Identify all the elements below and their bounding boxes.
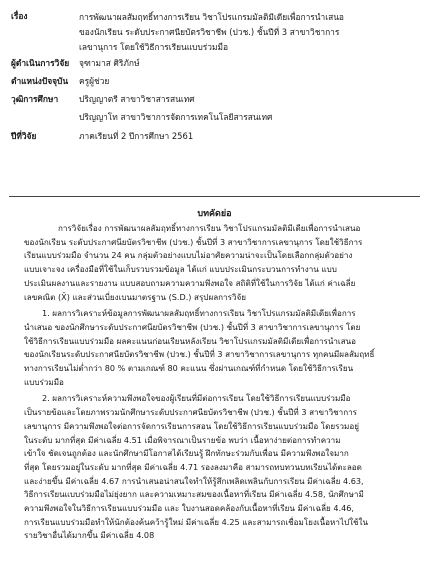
finding-2-paragraph <box>24 392 419 543</box>
topic-line: เลขานุการ โดยใช้วิธีการเรียนแบบร่วมมือ <box>79 42 229 52</box>
finding-2-line: 2. ผลการวิเคราะห์ความพึงพอใจของผู้เรียนที่มีต่อการเรียน โดยใช้วิธีการเรียนแบบร่วมมือ <box>42 393 351 404</box>
intro-line: ของนักเรียน ระดับประกาศนียบัตรวิชาชีพ (ปวช.) ชั้นปีที่ 3 สาขาวิชาการเลขานุการ โดยใช้วิธีการ <box>24 236 363 247</box>
finding-2-line: การเรียนแบบร่วมมือทำให้นักต้องค้นคว้ารู้ใหม่ มีค่าเฉลี่ย 4.25 และสามารถเชื่อมโยงเนื้อหาไปใช้ใน <box>24 516 369 527</box>
finding-2-line: ในระดับ มากที่สุด มีค่าเฉลี่ย 4.51 เมื่อพิจารณาเป็นรายข้อ พบว่า เนื้อหาง่ายต่อการทำความ <box>24 434 341 445</box>
intro-line: ประเมินผลงานและรายงาน แบบสอบถามความความพึงพอใจ สถิติที่ใช้ในการวิจัย ได้แก่ ค่าเฉลี่ย <box>24 277 356 288</box>
year-row <box>11 130 421 143</box>
position-value: ครูผู้ช่วย <box>79 75 110 86</box>
topic-value <box>79 10 421 55</box>
finding-2-line: ที่สุด โดยรวมอยู่ในระดับ มากที่สุด มีค่าเฉลี่ย 4.71 รองลงมาคือ สามารถทบทวนบทเรียนได้ตะลอด <box>24 461 362 472</box>
education-row <box>11 93 421 125</box>
topic-row <box>11 10 421 55</box>
researcher-row <box>11 57 421 70</box>
finding-2-line: และง่ายขึ้น มีค่าเฉลี่ย 4.67 การนำเสนอน่าสนใจทำให้รู้สึกเพลิดเพลินกับการเรียน มีค่าเฉลี่ย 4.63, <box>24 475 364 486</box>
education-line: ปริญญาตรี สาขาวิชาสารสนเทศ <box>79 93 195 104</box>
finding-1-line: ใช้วิธีการเรียนแบบร่วมมือ ผลคะแนนก่อนเรียนหลังเรียน วิชาโปรแกรมมัลติมีเดียเพื่อการนำเสนอ <box>24 335 357 346</box>
finding-2-line: เลขานุการ มีความพึงพอใจต่อการจัดการเรียนการสอน โดยใช้วิธีการเรียนแบบร่วมมือ โดยรวมอยู่ <box>24 420 359 431</box>
finding-1-line: แบบร่วมมือ <box>24 376 64 387</box>
finding-2-line: ความพึงพอใจในวิธีการเรียนแบบร่วมมือ และ ใบงานสอดคล้องกับเนื้อหาที่เรียน มีค่าเฉลี่ย 4.46, <box>24 503 354 514</box>
education-value <box>79 93 421 125</box>
researcher-value: จุฑามาส ศิริภักษ์ <box>79 58 140 68</box>
finding-1-line: นำเสนอ ของนักศึกษาระดับประกาศนียบัตรวิชาชีพ (ปวช.) ชั้นปีที่ 3 สาขาวิชาการเลขานุการ โดย <box>24 321 361 332</box>
position-row <box>11 75 421 88</box>
topic-label: เรื่อง <box>11 11 28 21</box>
finding-1-line: 1. ผลการวิเคราะห์ข้อมูลการพัฒนาผลสัมฤทธิ์ทางการเรียน วิชาโปรแกรมมัลติมีเดียเพื่อการ <box>42 308 356 319</box>
intro-line: เรียนแบบร่วมมือ จำนวน 24 คน กลุ่มตัวอย่างแบบไม่อาศัยความน่าจะเป็นโดยเลือกกลุ่มตัวอย่าง <box>24 250 353 261</box>
education-line: ปริญญาโท สาขาวิชาการจัดการเทคโนโลยีสารสนเทศ <box>79 112 273 123</box>
finding-1-paragraph <box>24 307 419 389</box>
intro-line: การวิจัยเรื่อง การพัฒนาผลสัมฤทธิ์ทางการเรียน วิชาโปรแกรมมัลติมีเดียเพื่อการนำเสนอ <box>58 223 361 233</box>
finding-2-line: เข้าใจ ชัดเจนถูกต้อง และนักศึกษามีโอกาสได้เรียนรู้ ฝึกทักษะร่วมกับเพื่อน มีความพึงพอใจมาก <box>24 448 349 459</box>
abstract-body <box>24 222 419 546</box>
finding-2-line: วิธีการเรียนแบบร่วมมือไม่ยุ่งยาก และความเหมาะสมของเนื้อหาที่เรียน มีค่าเฉลี่ย 4.58, นักศึกษามี <box>24 489 364 500</box>
year-label: ปีที่วิจัย <box>11 131 37 142</box>
finding-2-line: เป็นรายข้อและโดยภาพรวมนักศึกษาระดับประกาศนียบัตรวิชาชีพ (ปวช.) ชั้นปีที่ 3 สาขาวิชาการ <box>24 407 358 418</box>
header-divider <box>9 196 420 197</box>
topic-line: ของนักเรียน ระดับประกาศนียบัตรวิชาชีพ (ปวช.) ชั้นปีที่ 3 สาขาวิชาการ <box>79 27 340 37</box>
year-value: ภาคเรียนที่ 2 ปีการศึกษา 2561 <box>79 131 194 142</box>
abstract-title: บทคัดย่อ <box>197 209 232 219</box>
position-label: ตำแหน่งปัจจุบัน <box>11 75 69 86</box>
researcher-label: ผู้ดำเนินการวิจัย <box>11 58 70 68</box>
intro-line: เลขคณิต (X̄) และส่วนเบี่ยงเบนมาตรฐาน (S.D.) สรุปผลการวิจัย <box>24 291 246 302</box>
finding-2-line: รายวิชาอื่นได้มากขึ้น มีค่าเฉลี่ย 4.08 <box>24 530 155 541</box>
intro-line: แบบเจาะจง เครื่องมือที่ใช้ในเก็บรวบรวมข้อมูล ได้แก่ แบบประเมินกระบวนการทำงาน แบบ <box>24 264 337 275</box>
finding-1-line: ของนักเรียนระดับประกาศนียบัตรวิชาชีพ (ปวช.) ชั้นปีที่ 3 สาขาวิชาการเลขานุการ ทุกคนมีผลสัมฤทธิ์ <box>24 349 375 360</box>
education-label: วุฒิการศึกษา <box>11 93 59 104</box>
finding-1-line: ทางการเรียนไม่ต่ำกว่า 80 % ตามเกณฑ์ 80 คะแนน ซึ่งผ่านเกณฑ์ที่กำหนด โดยใช้วิธีการเรียน <box>24 363 354 374</box>
topic-line: การพัฒนาผลสัมฤทธิ์ทางการเรียน วิชาโปรแกรมมัลติมีเดียเพื่อการนำเสนอ <box>79 12 344 22</box>
research-metadata <box>11 10 421 143</box>
intro-paragraph <box>24 222 419 304</box>
